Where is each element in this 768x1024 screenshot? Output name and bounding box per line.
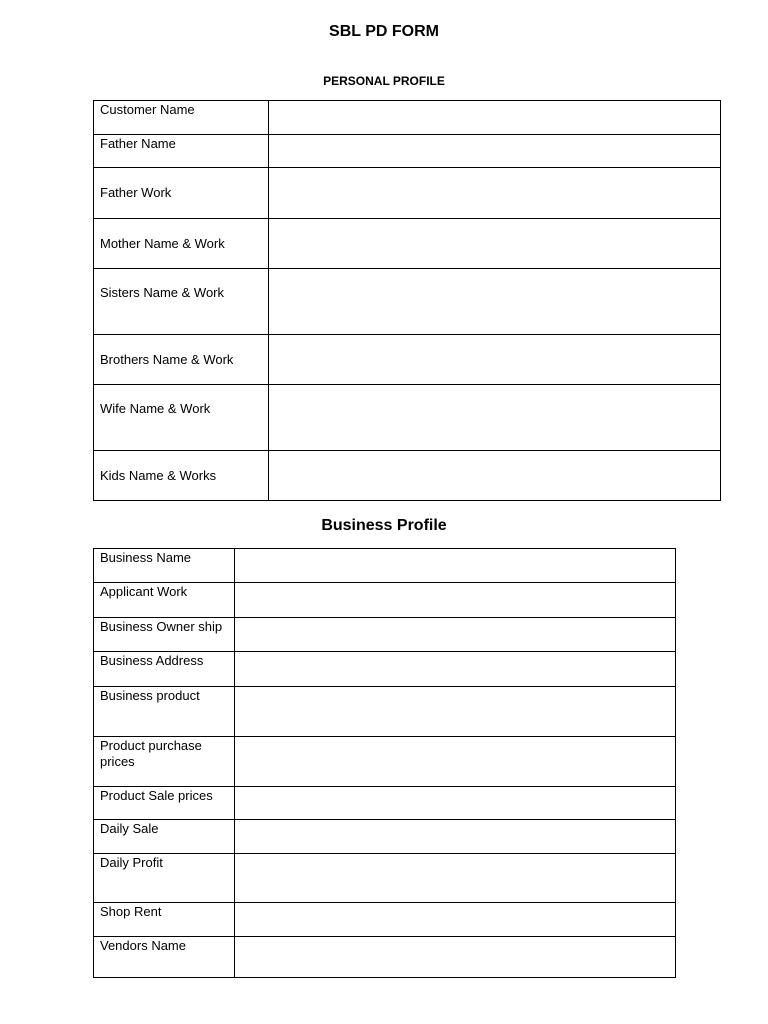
personal-profile-table xyxy=(93,100,721,501)
table-row xyxy=(94,135,721,168)
field-label-brothers-name-work: Brothers Name & Work xyxy=(94,335,269,385)
table-row xyxy=(94,820,676,854)
table-row xyxy=(94,549,676,583)
field-value-product-sale-prices[interactable] xyxy=(235,787,676,820)
field-label-product-sale-prices: Product Sale prices xyxy=(94,787,235,820)
field-label-vendors-name: Vendors Name xyxy=(94,937,235,978)
field-label-father-work: Father Work xyxy=(94,168,269,219)
table-row xyxy=(94,385,721,451)
field-value-mother-name-work[interactable] xyxy=(269,219,721,269)
field-value-business-product[interactable] xyxy=(235,687,676,737)
business-profile-heading: Business Profile xyxy=(321,517,447,534)
field-label-business-owner-ship: Business Owner ship xyxy=(94,618,235,652)
table-row xyxy=(94,854,676,903)
field-label-customer-name: Customer Name xyxy=(94,101,269,135)
field-label-wife-name-work: Wife Name & Work xyxy=(94,385,269,451)
table-row xyxy=(94,618,676,652)
field-value-kids-name-works[interactable] xyxy=(269,451,721,501)
table-row xyxy=(94,687,676,737)
table-row xyxy=(94,737,676,787)
field-value-father-work[interactable] xyxy=(269,168,721,219)
table-row xyxy=(94,583,676,618)
table-row xyxy=(94,219,721,269)
field-value-customer-name[interactable] xyxy=(269,101,721,135)
field-label-shop-rent: Shop Rent xyxy=(94,903,235,937)
field-label-applicant-work: Applicant Work xyxy=(94,583,235,618)
table-row xyxy=(94,903,676,937)
field-label-daily-profit: Daily Profit xyxy=(94,854,235,903)
field-label-kids-name-works: Kids Name & Works xyxy=(94,451,269,501)
field-value-product-purchase-prices[interactable] xyxy=(235,737,676,787)
field-value-wife-name-work[interactable] xyxy=(269,385,721,451)
field-label-business-product: Business product xyxy=(94,687,235,737)
table-row xyxy=(94,652,676,687)
field-value-father-name[interactable] xyxy=(269,135,721,168)
field-label-mother-name-work: Mother Name & Work xyxy=(94,219,269,269)
table-row xyxy=(94,787,676,820)
field-label-daily-sale: Daily Sale xyxy=(94,820,235,854)
field-value-sisters-name-work[interactable] xyxy=(269,269,721,335)
form-title: SBL PD FORM xyxy=(329,23,439,40)
personal-profile-heading: PERSONAL PROFILE xyxy=(323,74,445,88)
field-value-daily-sale[interactable] xyxy=(235,820,676,854)
table-row xyxy=(94,937,676,978)
field-value-brothers-name-work[interactable] xyxy=(269,335,721,385)
field-value-business-name[interactable] xyxy=(235,549,676,583)
field-label-product-purchase-prices: Product purchase prices xyxy=(94,737,235,787)
table-row xyxy=(94,269,721,335)
field-label-business-address: Business Address xyxy=(94,652,235,687)
field-value-shop-rent[interactable] xyxy=(235,903,676,937)
field-label-father-name: Father Name xyxy=(94,135,269,168)
field-value-vendors-name[interactable] xyxy=(235,937,676,978)
field-label-business-name: Business Name xyxy=(94,549,235,583)
field-value-business-address[interactable] xyxy=(235,652,676,687)
field-value-applicant-work[interactable] xyxy=(235,583,676,618)
field-label-sisters-name-work: Sisters Name & Work xyxy=(94,269,269,335)
table-row xyxy=(94,451,721,501)
table-row xyxy=(94,101,721,135)
table-row xyxy=(94,335,721,385)
table-row xyxy=(94,168,721,219)
field-value-daily-profit[interactable] xyxy=(235,854,676,903)
business-profile-table xyxy=(93,548,676,978)
field-value-business-owner-ship[interactable] xyxy=(235,618,676,652)
